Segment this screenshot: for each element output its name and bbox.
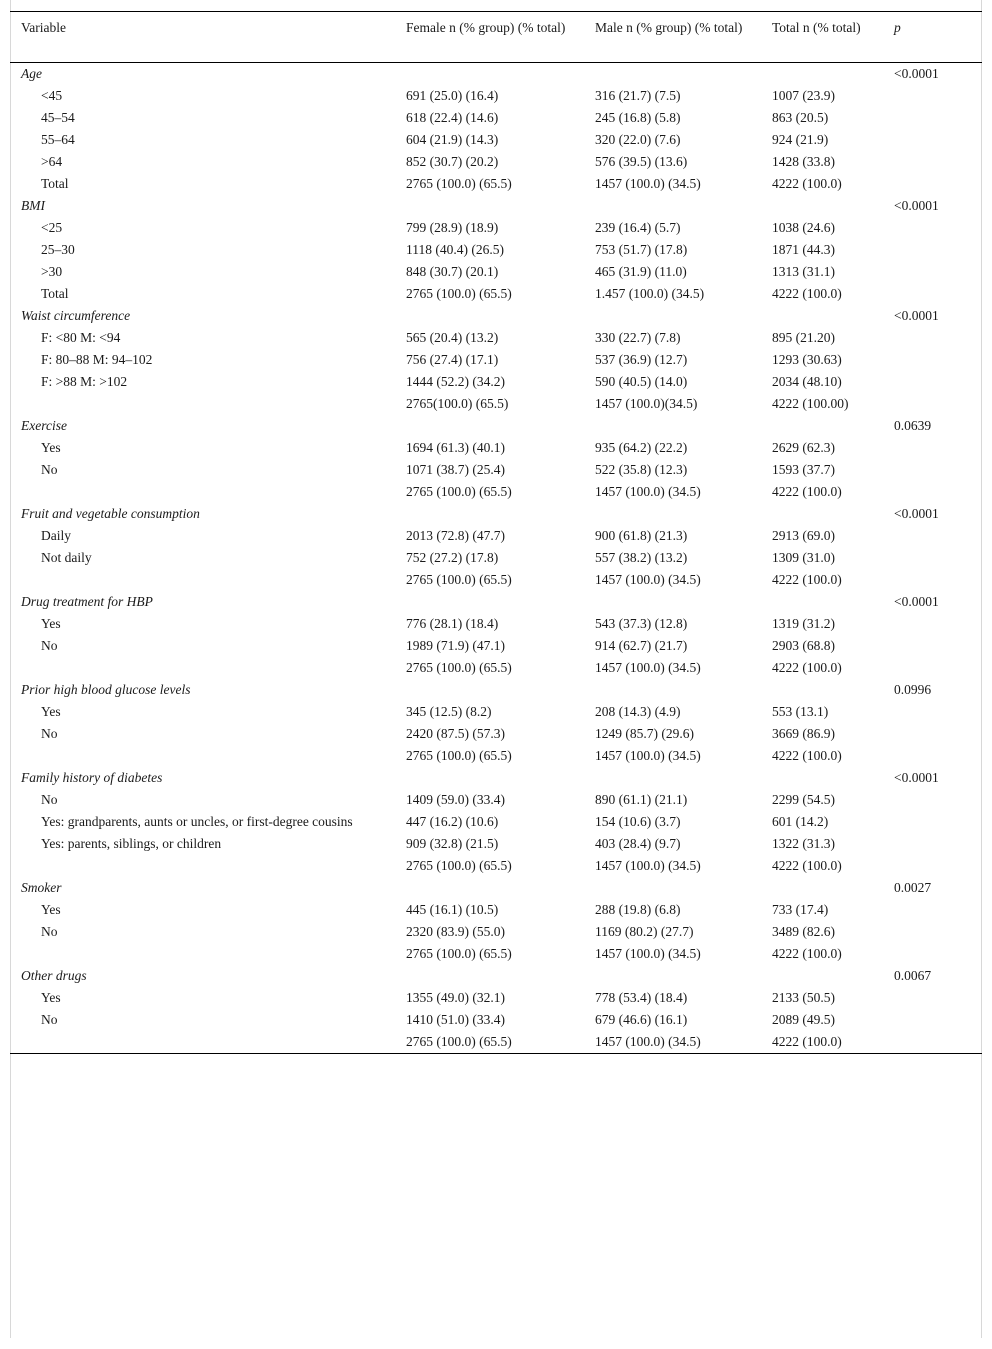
header-total: Total n (% total) xyxy=(772,20,861,35)
empty-cell xyxy=(395,63,584,86)
male-cell: 1457 (100.0)(34.5) xyxy=(595,396,698,411)
empty-cell xyxy=(883,613,982,635)
total-cell: 1593 (37.7) xyxy=(772,462,835,477)
empty-cell xyxy=(883,393,982,415)
row-label: 25–30 xyxy=(41,242,75,257)
total-cell: 1038 (24.6) xyxy=(772,220,835,235)
empty-cell xyxy=(584,195,761,217)
male-cell: 935 (64.2) (22.2) xyxy=(595,440,688,455)
header-p: p xyxy=(894,20,901,35)
section-row xyxy=(10,679,982,701)
empty-cell xyxy=(883,657,982,679)
empty-cell xyxy=(584,965,761,987)
section-row xyxy=(10,591,982,613)
section-title: Waist circumference xyxy=(21,308,131,323)
section-row xyxy=(10,415,982,437)
empty-cell xyxy=(761,679,883,701)
row-label: Yes: parents, siblings, or children xyxy=(41,836,222,851)
female-cell: 345 (12.5) (8.2) xyxy=(406,704,492,719)
empty-cell xyxy=(761,415,883,437)
row-label: 45–54 xyxy=(41,110,75,125)
header-female: Female n (% group) (% total) xyxy=(406,20,566,35)
empty-cell xyxy=(584,767,761,789)
empty-cell xyxy=(395,415,584,437)
row-label: >30 xyxy=(41,264,63,279)
total-cell: 2089 (49.5) xyxy=(772,1012,835,1027)
male-cell: 154 (10.6) (3.7) xyxy=(595,814,681,829)
female-cell: 2013 (72.8) (47.7) xyxy=(406,528,505,543)
p-value: 0.0996 xyxy=(894,682,932,697)
female-cell: 604 (21.9) (14.3) xyxy=(406,132,499,147)
empty-cell xyxy=(883,635,982,657)
empty-cell xyxy=(761,195,883,217)
row-label: Daily xyxy=(41,528,71,543)
p-value: <0.0001 xyxy=(894,770,939,785)
empty-cell xyxy=(761,767,883,789)
row-label xyxy=(10,855,395,877)
empty-cell xyxy=(395,965,584,987)
male-cell: 1169 (80.2) (27.7) xyxy=(595,924,694,939)
male-cell: 557 (38.2) (13.2) xyxy=(595,550,688,565)
total-cell: 1322 (31.3) xyxy=(772,836,835,851)
male-cell: 288 (19.8) (6.8) xyxy=(595,902,681,917)
header-variable: Variable xyxy=(21,20,66,35)
empty-cell xyxy=(883,151,982,173)
empty-cell xyxy=(584,591,761,613)
female-cell: 2765 (100.0) (65.5) xyxy=(406,858,512,873)
total-cell: 553 (13.1) xyxy=(772,704,829,719)
row-label: Yes xyxy=(41,616,61,631)
total-cell: 4222 (100.0) xyxy=(772,572,842,587)
table-row xyxy=(10,635,982,657)
female-cell: 2765 (100.0) (65.5) xyxy=(406,1034,512,1049)
table-row xyxy=(10,481,982,503)
empty-cell xyxy=(883,701,982,723)
empty-cell xyxy=(883,217,982,239)
table-row xyxy=(10,371,982,393)
female-cell: 1989 (71.9) (47.1) xyxy=(406,638,505,653)
table-row xyxy=(10,811,982,833)
table-body xyxy=(10,63,982,1054)
female-cell: 2765 (100.0) (65.5) xyxy=(406,946,512,961)
empty-cell xyxy=(883,811,982,833)
female-cell: 618 (22.4) (14.6) xyxy=(406,110,499,125)
total-cell: 2299 (54.5) xyxy=(772,792,835,807)
total-cell: 1428 (33.8) xyxy=(772,154,835,169)
total-cell: 4222 (100.0) xyxy=(772,286,842,301)
female-cell: 1694 (61.3) (40.1) xyxy=(406,440,505,455)
section-row xyxy=(10,965,982,987)
p-value: <0.0001 xyxy=(894,506,939,521)
total-cell: 1007 (23.9) xyxy=(772,88,835,103)
table-row xyxy=(10,921,982,943)
total-cell: 4222 (100.0) xyxy=(772,660,842,675)
total-cell: 2034 (48.10) xyxy=(772,374,842,389)
section-title: Exercise xyxy=(21,418,67,433)
section-title: Family history of diabetes xyxy=(21,770,163,785)
empty-cell xyxy=(761,63,883,86)
empty-cell xyxy=(761,305,883,327)
empty-cell xyxy=(761,877,883,899)
empty-cell xyxy=(584,679,761,701)
female-cell: 1071 (38.7) (25.4) xyxy=(406,462,505,477)
empty-cell xyxy=(584,305,761,327)
row-label: No xyxy=(41,462,58,477)
empty-cell xyxy=(883,85,982,107)
empty-cell xyxy=(883,1009,982,1031)
total-cell: 863 (20.5) xyxy=(772,110,829,125)
total-cell: 4222 (100.0) xyxy=(772,858,842,873)
empty-cell xyxy=(395,679,584,701)
male-cell: 1457 (100.0) (34.5) xyxy=(595,1034,701,1049)
male-cell: 1249 (85.7) (29.6) xyxy=(595,726,694,741)
female-cell: 752 (27.2) (17.8) xyxy=(406,550,499,565)
p-value: <0.0001 xyxy=(894,198,939,213)
row-label: <45 xyxy=(41,88,63,103)
table-row xyxy=(10,327,982,349)
empty-cell xyxy=(883,459,982,481)
empty-cell xyxy=(883,569,982,591)
empty-cell xyxy=(584,877,761,899)
table-row xyxy=(10,349,982,371)
row-label: <25 xyxy=(41,220,63,235)
total-cell: 895 (21.20) xyxy=(772,330,835,345)
male-cell: 900 (61.8) (21.3) xyxy=(595,528,688,543)
empty-cell xyxy=(883,1031,982,1054)
empty-cell xyxy=(761,965,883,987)
total-cell: 4222 (100.00) xyxy=(772,396,849,411)
empty-cell xyxy=(883,261,982,283)
empty-cell xyxy=(883,283,982,305)
row-label: Yes xyxy=(41,704,61,719)
female-cell: 2765 (100.0) (65.5) xyxy=(406,286,512,301)
empty-cell xyxy=(883,173,982,195)
empty-cell xyxy=(883,547,982,569)
total-cell: 4222 (100.0) xyxy=(772,946,842,961)
female-cell: 799 (28.9) (18.9) xyxy=(406,220,499,235)
total-cell: 2629 (62.3) xyxy=(772,440,835,455)
row-label xyxy=(10,1031,395,1054)
total-cell: 4222 (100.0) xyxy=(772,176,842,191)
total-cell: 2133 (50.5) xyxy=(772,990,835,1005)
empty-cell xyxy=(584,503,761,525)
row-label xyxy=(10,481,395,503)
table-row xyxy=(10,1031,982,1054)
row-label: Yes: grandparents, aunts or uncles, or first-degree cousins xyxy=(41,814,353,829)
table-row xyxy=(10,107,982,129)
section-row xyxy=(10,195,982,217)
section-title: Other drugs xyxy=(21,968,87,983)
male-cell: 914 (62.7) (21.7) xyxy=(595,638,688,653)
empty-cell xyxy=(883,129,982,151)
p-value: <0.0001 xyxy=(894,308,939,323)
section-row xyxy=(10,767,982,789)
male-cell: 778 (53.4) (18.4) xyxy=(595,990,688,1005)
empty-cell xyxy=(883,943,982,965)
table-row xyxy=(10,217,982,239)
empty-cell xyxy=(395,305,584,327)
female-cell: 447 (16.2) (10.6) xyxy=(406,814,499,829)
female-cell: 2765 (100.0) (65.5) xyxy=(406,484,512,499)
female-cell: 1444 (52.2) (34.2) xyxy=(406,374,505,389)
male-cell: 1457 (100.0) (34.5) xyxy=(595,484,701,499)
female-cell: 691 (25.0) (16.4) xyxy=(406,88,499,103)
empty-cell xyxy=(883,921,982,943)
total-cell: 4222 (100.0) xyxy=(772,484,842,499)
empty-cell xyxy=(883,987,982,1009)
row-label: F: 80–88 M: 94–102 xyxy=(41,352,153,367)
female-cell: 1118 (40.4) (26.5) xyxy=(406,242,504,257)
female-cell: 1410 (51.0) (33.4) xyxy=(406,1012,505,1027)
p-value: 0.0027 xyxy=(894,880,932,895)
table-row xyxy=(10,855,982,877)
total-cell: 3489 (82.6) xyxy=(772,924,835,939)
row-label: No xyxy=(41,638,58,653)
female-cell: 2320 (83.9) (55.0) xyxy=(406,924,505,939)
header-male: Male n (% group) (% total) xyxy=(595,20,743,35)
female-cell: 776 (28.1) (18.4) xyxy=(406,616,499,631)
table-row xyxy=(10,899,982,921)
female-cell: 1409 (59.0) (33.4) xyxy=(406,792,505,807)
male-cell: 890 (61.1) (21.1) xyxy=(595,792,688,807)
section-title: Fruit and vegetable consumption xyxy=(21,506,200,521)
p-value: 0.0639 xyxy=(894,418,932,433)
empty-cell xyxy=(883,899,982,921)
male-cell: 522 (35.8) (12.3) xyxy=(595,462,688,477)
empty-cell xyxy=(395,591,584,613)
empty-cell xyxy=(883,239,982,261)
total-cell: 4222 (100.0) xyxy=(772,1034,842,1049)
total-cell: 2903 (68.8) xyxy=(772,638,835,653)
total-cell: 4222 (100.0) xyxy=(772,748,842,763)
row-label: No xyxy=(41,726,58,741)
section-title: BMI xyxy=(21,198,45,213)
section-row xyxy=(10,877,982,899)
female-cell: 2420 (87.5) (57.3) xyxy=(406,726,505,741)
male-cell: 1457 (100.0) (34.5) xyxy=(595,660,701,675)
row-label xyxy=(10,569,395,591)
section-row xyxy=(10,63,982,86)
empty-cell xyxy=(883,855,982,877)
male-cell: 1457 (100.0) (34.5) xyxy=(595,946,701,961)
table-row xyxy=(10,85,982,107)
table-row xyxy=(10,569,982,591)
row-label xyxy=(10,657,395,679)
male-cell: 403 (28.4) (9.7) xyxy=(595,836,681,851)
section-title: Prior high blood glucose levels xyxy=(21,682,191,697)
row-label: Not daily xyxy=(41,550,92,565)
row-label: Total xyxy=(41,286,69,301)
table-row xyxy=(10,283,982,305)
row-label: Yes xyxy=(41,902,61,917)
section-title: Drug treatment for HBP xyxy=(21,594,153,609)
table-row xyxy=(10,723,982,745)
female-cell: 445 (16.1) (10.5) xyxy=(406,902,499,917)
row-label: F: <80 M: <94 xyxy=(41,330,121,345)
male-cell: 576 (39.5) (13.6) xyxy=(595,154,688,169)
table-row xyxy=(10,459,982,481)
empty-cell xyxy=(395,195,584,217)
table-row xyxy=(10,239,982,261)
empty-cell xyxy=(883,833,982,855)
empty-cell xyxy=(761,503,883,525)
total-cell: 601 (14.2) xyxy=(772,814,829,829)
empty-cell xyxy=(883,481,982,503)
empty-cell xyxy=(395,877,584,899)
p-value: <0.0001 xyxy=(894,594,939,609)
table-row xyxy=(10,525,982,547)
total-cell: 1319 (31.2) xyxy=(772,616,835,631)
section-title: Age xyxy=(21,66,42,81)
data-table xyxy=(10,11,982,1054)
female-cell: 565 (20.4) (13.2) xyxy=(406,330,499,345)
table-row xyxy=(10,129,982,151)
section-title: Smoker xyxy=(21,880,62,895)
male-cell: 537 (36.9) (12.7) xyxy=(595,352,688,367)
row-label: Total xyxy=(41,176,69,191)
table-row xyxy=(10,437,982,459)
male-cell: 316 (21.7) (7.5) xyxy=(595,88,681,103)
male-cell: 679 (46.6) (16.1) xyxy=(595,1012,688,1027)
table-row xyxy=(10,701,982,723)
male-cell: 239 (16.4) (5.7) xyxy=(595,220,681,235)
row-label xyxy=(10,943,395,965)
male-cell: 1457 (100.0) (34.5) xyxy=(595,748,701,763)
female-cell: 1355 (49.0) (32.1) xyxy=(406,990,505,1005)
total-cell: 1313 (31.1) xyxy=(772,264,835,279)
table-header xyxy=(10,12,982,63)
female-cell: 852 (30.7) (20.2) xyxy=(406,154,499,169)
male-cell: 543 (37.3) (12.8) xyxy=(595,616,688,631)
female-cell: 909 (32.8) (21.5) xyxy=(406,836,499,851)
row-label: >64 xyxy=(41,154,63,169)
empty-cell xyxy=(584,415,761,437)
male-cell: 208 (14.3) (4.9) xyxy=(595,704,681,719)
empty-cell xyxy=(883,437,982,459)
table-row xyxy=(10,173,982,195)
empty-cell xyxy=(883,525,982,547)
row-label: F: >88 M: >102 xyxy=(41,374,128,389)
male-cell: 753 (51.7) (17.8) xyxy=(595,242,688,257)
female-cell: 756 (27.4) (17.1) xyxy=(406,352,499,367)
female-cell: 848 (30.7) (20.1) xyxy=(406,264,499,279)
total-cell: 1309 (31.0) xyxy=(772,550,835,565)
total-cell: 1871 (44.3) xyxy=(772,242,835,257)
row-label xyxy=(10,393,395,415)
row-label: No xyxy=(41,1012,58,1027)
row-label: Yes xyxy=(41,990,61,1005)
section-row xyxy=(10,503,982,525)
female-cell: 2765 (100.0) (65.5) xyxy=(406,748,512,763)
table-row xyxy=(10,987,982,1009)
table-row xyxy=(10,547,982,569)
female-cell: 2765 (100.0) (65.5) xyxy=(406,660,512,675)
row-label: 55–64 xyxy=(41,132,75,147)
female-cell: 2765 (100.0) (65.5) xyxy=(406,176,512,191)
total-cell: 3669 (86.9) xyxy=(772,726,835,741)
empty-cell xyxy=(883,107,982,129)
empty-cell xyxy=(761,591,883,613)
row-label xyxy=(10,745,395,767)
table-row xyxy=(10,151,982,173)
total-cell: 733 (17.4) xyxy=(772,902,829,917)
table-row xyxy=(10,613,982,635)
empty-cell xyxy=(883,745,982,767)
empty-cell xyxy=(395,767,584,789)
empty-cell xyxy=(883,349,982,371)
total-cell: 1293 (30.63) xyxy=(772,352,842,367)
male-cell: 1457 (100.0) (34.5) xyxy=(595,858,701,873)
table-row xyxy=(10,943,982,965)
table-row xyxy=(10,789,982,811)
female-cell: 2765 (100.0) (65.5) xyxy=(406,572,512,587)
male-cell: 465 (31.9) (11.0) xyxy=(595,264,687,279)
header-row xyxy=(10,12,982,63)
row-label: No xyxy=(41,924,58,939)
table-row xyxy=(10,1009,982,1031)
empty-cell xyxy=(883,789,982,811)
empty-cell xyxy=(883,371,982,393)
total-cell: 924 (21.9) xyxy=(772,132,829,147)
p-value: 0.0067 xyxy=(894,968,932,983)
row-label: No xyxy=(41,792,58,807)
section-row xyxy=(10,305,982,327)
table-row xyxy=(10,833,982,855)
table-row xyxy=(10,393,982,415)
table-row xyxy=(10,657,982,679)
male-cell: 330 (22.7) (7.8) xyxy=(595,330,681,345)
table-row xyxy=(10,745,982,767)
row-label: Yes xyxy=(41,440,61,455)
male-cell: 1.457 (100.0) (34.5) xyxy=(595,286,705,301)
female-cell: 2765(100.0) (65.5) xyxy=(406,396,509,411)
male-cell: 590 (40.5) (14.0) xyxy=(595,374,688,389)
table-row xyxy=(10,261,982,283)
total-cell: 2913 (69.0) xyxy=(772,528,835,543)
male-cell: 320 (22.0) (7.6) xyxy=(595,132,681,147)
empty-cell xyxy=(883,327,982,349)
empty-cell xyxy=(395,503,584,525)
p-value: <0.0001 xyxy=(894,66,939,81)
male-cell: 1457 (100.0) (34.5) xyxy=(595,572,701,587)
male-cell: 245 (16.8) (5.8) xyxy=(595,110,681,125)
male-cell: 1457 (100.0) (34.5) xyxy=(595,176,701,191)
empty-cell xyxy=(584,63,761,86)
empty-cell xyxy=(883,723,982,745)
